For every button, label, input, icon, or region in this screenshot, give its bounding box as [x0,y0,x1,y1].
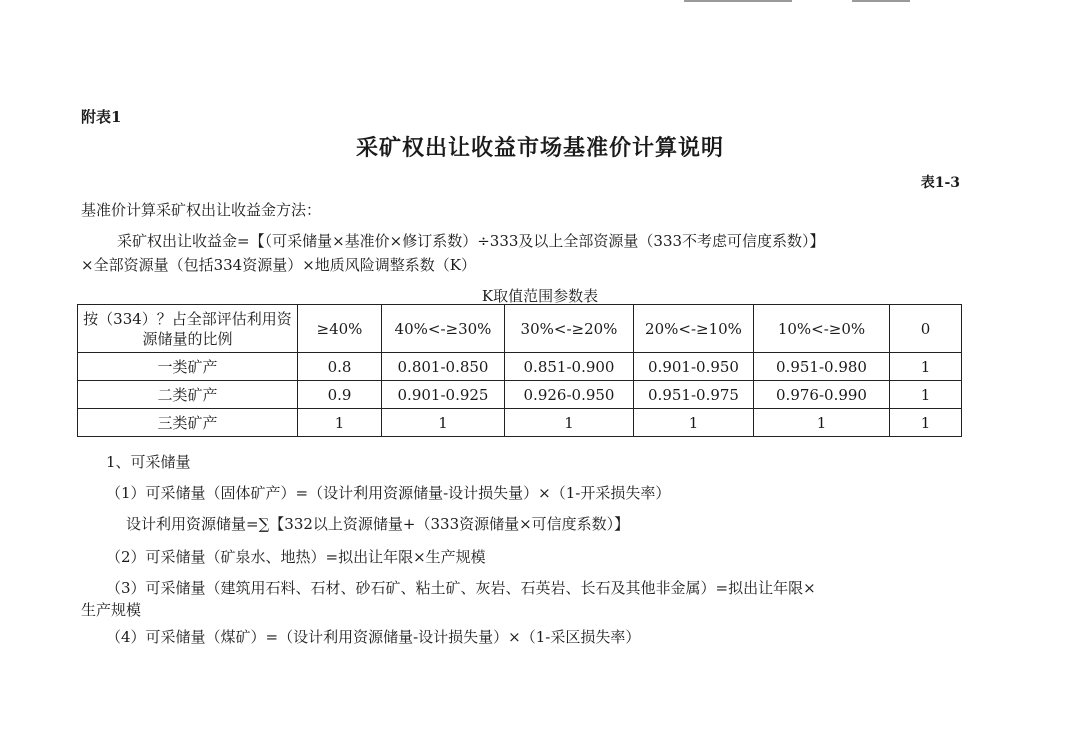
table-header-cell: 40%<-≥30% [382,305,505,353]
table-row [78,353,962,381]
table-cell: 二类矿产 [78,381,298,409]
table-header-cell: ≥40% [298,305,382,353]
page-title: 采矿权出让收益市场基准价计算说明 [355,135,724,161]
table-cell: 1 [634,409,754,437]
table-row [78,409,962,437]
table-row [78,381,962,409]
table-cell: 1 [890,353,962,381]
table-header-cell: 20%<-≥10% [634,305,754,353]
table-cell: 0.901-0.925 [382,381,505,409]
section-item-1-3-continued: 生产规模 [81,601,142,619]
table-cell: 0.851-0.900 [505,353,634,381]
table-header-cell: 按（334）？占全部评估利用资源储量的比例 [78,305,298,353]
formula-line-1: 采矿权出让收益金=【（可采储量×基准价×修订系数）÷333及以上全部资源量（333不考虑可信度系数）】 [117,232,825,250]
table-number: 表1-3 [920,175,960,191]
table-cell: 0.9 [298,381,382,409]
table-header-row [78,305,962,353]
table-cell: 0.951-0.975 [634,381,754,409]
table-cell: 1 [505,409,634,437]
scan-edge-mark [684,0,792,2]
table-header-cell: 30%<-≥20% [505,305,634,353]
design-formula: 设计利用资源储量=∑【332以上资源储量+（333资源储量×可信度系数）】 [126,515,630,533]
section-item-1-3: （3）可采储量（建筑用石料、石材、砂石矿、粘土矿、灰岩、石英岩、长石及其他非金属）=拟出让年限× [106,579,816,597]
table-cell: 0.801-0.850 [382,353,505,381]
table-header-cell: 10%<-≥0% [754,305,890,353]
annex-label: 附表1 [81,108,122,126]
table-cell: 0.976-0.990 [754,381,890,409]
scan-edge-mark [852,0,910,2]
section-item-1-4: （4）可采储量（煤矿）=（设计利用资源储量-设计损失量）×（1-采区损失率） [106,628,641,646]
table-cell: 1 [890,381,962,409]
table-cell: 1 [754,409,890,437]
table-cell: 0.951-0.980 [754,353,890,381]
table-cell: 0.8 [298,353,382,381]
table-cell: 0.926-0.950 [505,381,634,409]
table-cell: 1 [890,409,962,437]
table-cell: 1 [298,409,382,437]
section-item-1-2: （2）可采储量（矿泉水、地热）=拟出让年限×生产规模 [106,548,486,566]
method-heading: 基准价计算采矿权出让收益金方法： [81,201,322,219]
table-header-cell: 0 [890,305,962,353]
section-item-1-1: （1）可采储量（固体矿产）=（设计利用资源储量-设计损失量）×（1-开采损失率） [106,484,671,502]
table-cell: 一类矿产 [78,353,298,381]
table-cell: 1 [382,409,505,437]
section-item-1: 1、可采储量 [106,453,191,471]
formula-line-2: ×全部资源量（包括334资源量）×地质风险调整系数（K） [81,256,476,274]
k-value-table [77,304,962,437]
k-table-caption: K取值范围参数表 [481,287,599,305]
table-cell: 三类矿产 [78,409,298,437]
table-cell: 0.901-0.950 [634,353,754,381]
